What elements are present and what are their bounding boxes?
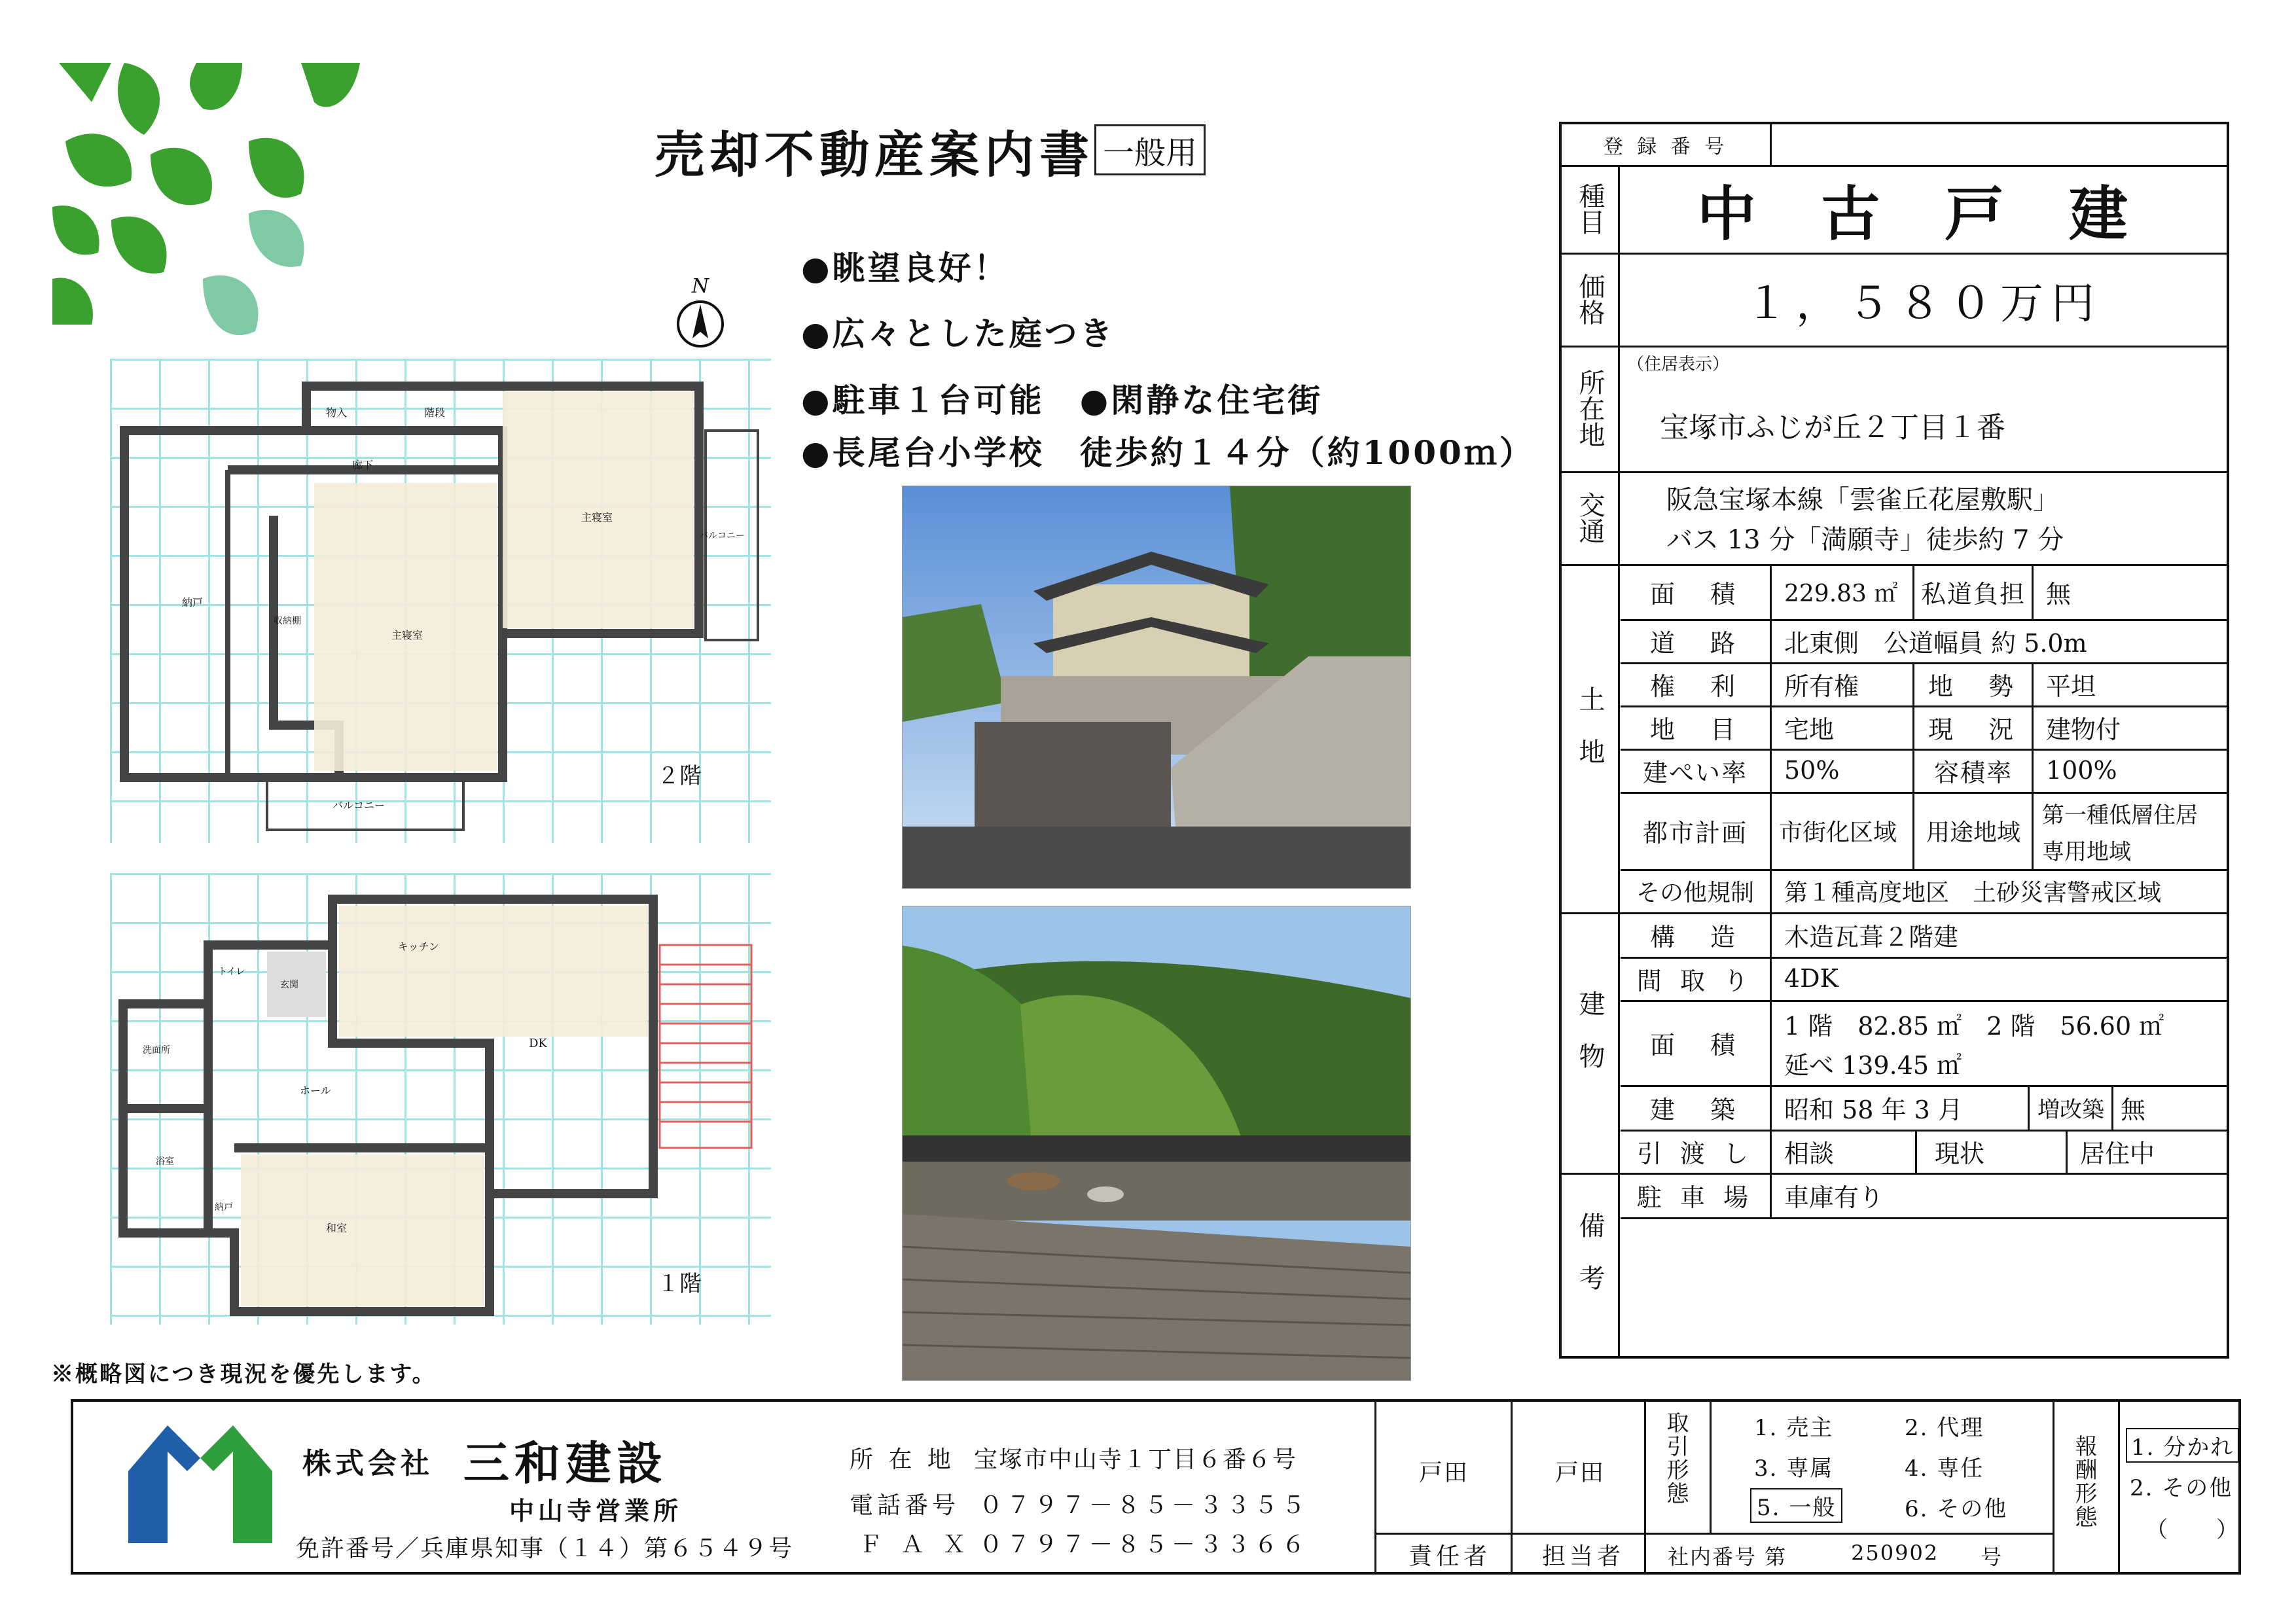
company-footer xyxy=(71,1399,2241,1575)
transport-line1: 阪急宝塚本線「雲雀丘花屋敷駅」 xyxy=(1666,484,2059,515)
room-label: 納戸 xyxy=(182,596,204,609)
handover-value: 相談 xyxy=(1784,1139,1835,1168)
room-label: 浴室 xyxy=(156,1156,174,1167)
room-label: 主寝室 xyxy=(391,629,423,641)
other-regulation-value: 第１種高度地区 土砂災害警戒区域 xyxy=(1784,879,2162,906)
fee-label: 報酬形態 xyxy=(2071,1435,2097,1529)
built-label: 建 築 xyxy=(1649,1095,1740,1124)
transaction-option-1: 1. 売主 xyxy=(1754,1415,1834,1441)
building-section-label: 建物 xyxy=(1575,990,1605,1095)
branch-name: 中山寺営業所 xyxy=(509,1496,683,1525)
stamp-manager: 戸田 xyxy=(1419,1459,1469,1486)
land-section-label: 土地 xyxy=(1575,686,1605,791)
room-label: 主寝室 xyxy=(581,511,613,524)
transaction-option-3: 3. 専属 xyxy=(1754,1455,1834,1482)
transaction-option-4: 4. 専任 xyxy=(1905,1455,1984,1482)
room-label: 洗面所 xyxy=(143,1045,170,1056)
city-planning-value: 市街化区域 xyxy=(1779,819,1897,846)
rights-label: 権 利 xyxy=(1649,671,1740,701)
current-value: 居住中 xyxy=(2080,1139,2155,1168)
zoning-label: 用途地域 xyxy=(1926,819,2020,846)
handover-label: 引 渡 し xyxy=(1636,1139,1754,1168)
extension-label: 増改築 xyxy=(2037,1096,2104,1123)
room-label: ホール xyxy=(300,1084,331,1097)
room-label: 納戸 xyxy=(215,1202,233,1213)
company-name: 三和建設 xyxy=(463,1436,668,1490)
floor-plan-2f xyxy=(110,359,771,843)
address-label: 所 在 地 xyxy=(850,1446,955,1473)
room-label: 階段 xyxy=(424,406,446,419)
private-road-label: 私道負担 xyxy=(1920,579,2026,609)
room-label: 和室 xyxy=(326,1222,348,1234)
feature-garden: ●広々とした庭つき xyxy=(801,314,1115,353)
company-logo-icon xyxy=(128,1425,272,1550)
layout-value: 4DK xyxy=(1784,964,1839,993)
land-category-value: 宅地 xyxy=(1784,715,1835,744)
company-prefix: 株式会社 xyxy=(302,1447,433,1480)
floor-label-2f: ２階 xyxy=(657,763,702,789)
far-label: 容積率 xyxy=(1933,758,2013,787)
room-label: トイレ xyxy=(218,967,245,977)
transaction-label: 取引形態 xyxy=(1662,1411,1689,1505)
internal-no-suffix: 号 xyxy=(1981,1544,2006,1569)
room-label: 玄関 xyxy=(280,980,298,990)
address-value: 宝塚市中山寺１丁目６番６号 xyxy=(974,1446,1298,1473)
license-number: 免許番号／兵庫県知事（１４）第６５４９号 xyxy=(296,1535,794,1562)
area-value: 229.83 ㎡ xyxy=(1784,580,1898,607)
page-title: 売却不動産案内書 xyxy=(655,126,1094,184)
floor-plan-1f xyxy=(110,873,771,1325)
tel-label: 電話番号 xyxy=(850,1492,960,1519)
fax-label: ＦＡＸ xyxy=(859,1531,985,1558)
room-label: 物入 xyxy=(326,406,348,419)
location-sub: （住居表示） xyxy=(1627,354,1730,374)
zoning-value-1: 第一種低層住居 xyxy=(2042,802,2198,829)
bcr-value: 50% xyxy=(1784,756,1840,785)
structure-value: 木造瓦葺２階建 xyxy=(1784,922,1959,952)
transport-label: 交通 xyxy=(1575,491,1605,544)
room-label: バルコニー xyxy=(332,799,386,812)
price-value: １，５８０万円 xyxy=(1745,277,2102,329)
tel-value: ０７９７－８５－３３５５ xyxy=(979,1492,1310,1519)
structure-label: 構 造 xyxy=(1649,922,1740,952)
garden-view-photo xyxy=(902,906,1411,1381)
compass-arrow-icon xyxy=(674,298,726,350)
room-label: DK xyxy=(529,1037,547,1050)
kind-label: 種目 xyxy=(1575,183,1605,235)
compass-label: N xyxy=(691,275,709,298)
building-area-label: 面 積 xyxy=(1649,1030,1740,1060)
building-area-value-1: 1 階 82.85 ㎡ 2 階 56.60 ㎡ xyxy=(1784,1011,2164,1041)
room-label: 廊下 xyxy=(352,459,374,471)
land-category-label: 地 目 xyxy=(1649,715,1740,744)
location-value: 宝塚市ふじが丘２丁目１番 xyxy=(1660,411,2005,444)
road-label: 道 路 xyxy=(1649,628,1740,658)
extension-value: 無 xyxy=(2121,1095,2146,1124)
manager-label: 責任者 xyxy=(1408,1543,1492,1570)
kind-value: 中 古 戸 建 xyxy=(1697,179,2150,249)
transaction-option-2: 2. 代理 xyxy=(1905,1415,1984,1441)
property-info-table xyxy=(1559,122,2229,1359)
house-exterior-photo xyxy=(902,486,1411,889)
terrain-label: 地 勢 xyxy=(1928,671,2018,701)
road-value: 北東側 公道幅員 約 5.0m xyxy=(1784,628,2087,658)
fee-option-2: 2. その他 xyxy=(2130,1475,2233,1501)
built-value: 昭和 58 年 3 月 xyxy=(1784,1095,1963,1124)
rights-value: 所有権 xyxy=(1784,671,1859,701)
room-label: バルコニー xyxy=(699,531,745,541)
current-label: 現状 xyxy=(1935,1139,1985,1168)
transport-line2: バス 13 分「満願寺」徒歩約 7 分 xyxy=(1666,524,2064,555)
zoning-value-2: 専用地域 xyxy=(2042,838,2131,865)
private-road-value: 無 xyxy=(2046,579,2072,609)
floor-label-1f: １階 xyxy=(657,1271,702,1297)
location-label: 所在地 xyxy=(1575,369,1605,448)
reg-number-label: 登 録 番 号 xyxy=(1603,135,1729,158)
feature-parking: ●駐車１台可能 ●閑静な住宅街 xyxy=(801,381,1323,419)
parking-label: 駐 車 場 xyxy=(1636,1183,1754,1212)
fee-option-3: （ ） xyxy=(2145,1517,2240,1543)
parking-value: 車庫有り xyxy=(1784,1183,1884,1212)
staff-label: 担当者 xyxy=(1542,1543,1625,1570)
leaf-decoration-icon xyxy=(52,63,380,351)
disclaimer-note: ※概略図につき現況を優先します。 xyxy=(51,1361,437,1387)
room-label: 収納棚 xyxy=(274,616,301,626)
remarks-label: 備考 xyxy=(1575,1212,1605,1317)
terrain-value: 平坦 xyxy=(2046,671,2096,701)
status-label: 現 況 xyxy=(1928,715,2018,744)
layout-label: 間 取 り xyxy=(1636,966,1754,995)
transaction-option-5-selected: 5. 一般 xyxy=(1750,1488,1842,1523)
bcr-label: 建ぺい率 xyxy=(1642,758,1748,787)
room-label: キッチン xyxy=(398,940,439,953)
compass xyxy=(674,275,726,347)
internal-no-label: 社内番号 第 xyxy=(1668,1544,1787,1569)
status-value: 建物付 xyxy=(2046,715,2121,744)
feature-view: ●眺望良好！ xyxy=(801,249,1009,287)
other-regulation-label: その他規制 xyxy=(1636,879,1754,906)
floor-plan-1f-walls xyxy=(110,873,771,1325)
internal-no-value: 250902 xyxy=(1851,1541,1939,1565)
price-label: 価格 xyxy=(1575,273,1605,325)
area-label: 面 積 xyxy=(1649,579,1740,609)
stamp-staff: 戸田 xyxy=(1555,1459,1605,1486)
city-planning-label: 都市計画 xyxy=(1642,818,1748,847)
fee-option-1-selected: 1. 分かれ xyxy=(2126,1428,2239,1463)
transaction-option-6: 6. その他 xyxy=(1905,1496,2008,1522)
far-value: 100% xyxy=(2046,756,2117,785)
building-area-value-2: 延べ 139.45 ㎡ xyxy=(1784,1050,1962,1080)
fax-value: ０７９７－８５－３３６６ xyxy=(979,1531,1310,1558)
usage-tag: 一般用 xyxy=(1094,124,1206,175)
feature-school: ●長尾台小学校 徒歩約１４分（約1000ｍ） xyxy=(801,433,1535,472)
